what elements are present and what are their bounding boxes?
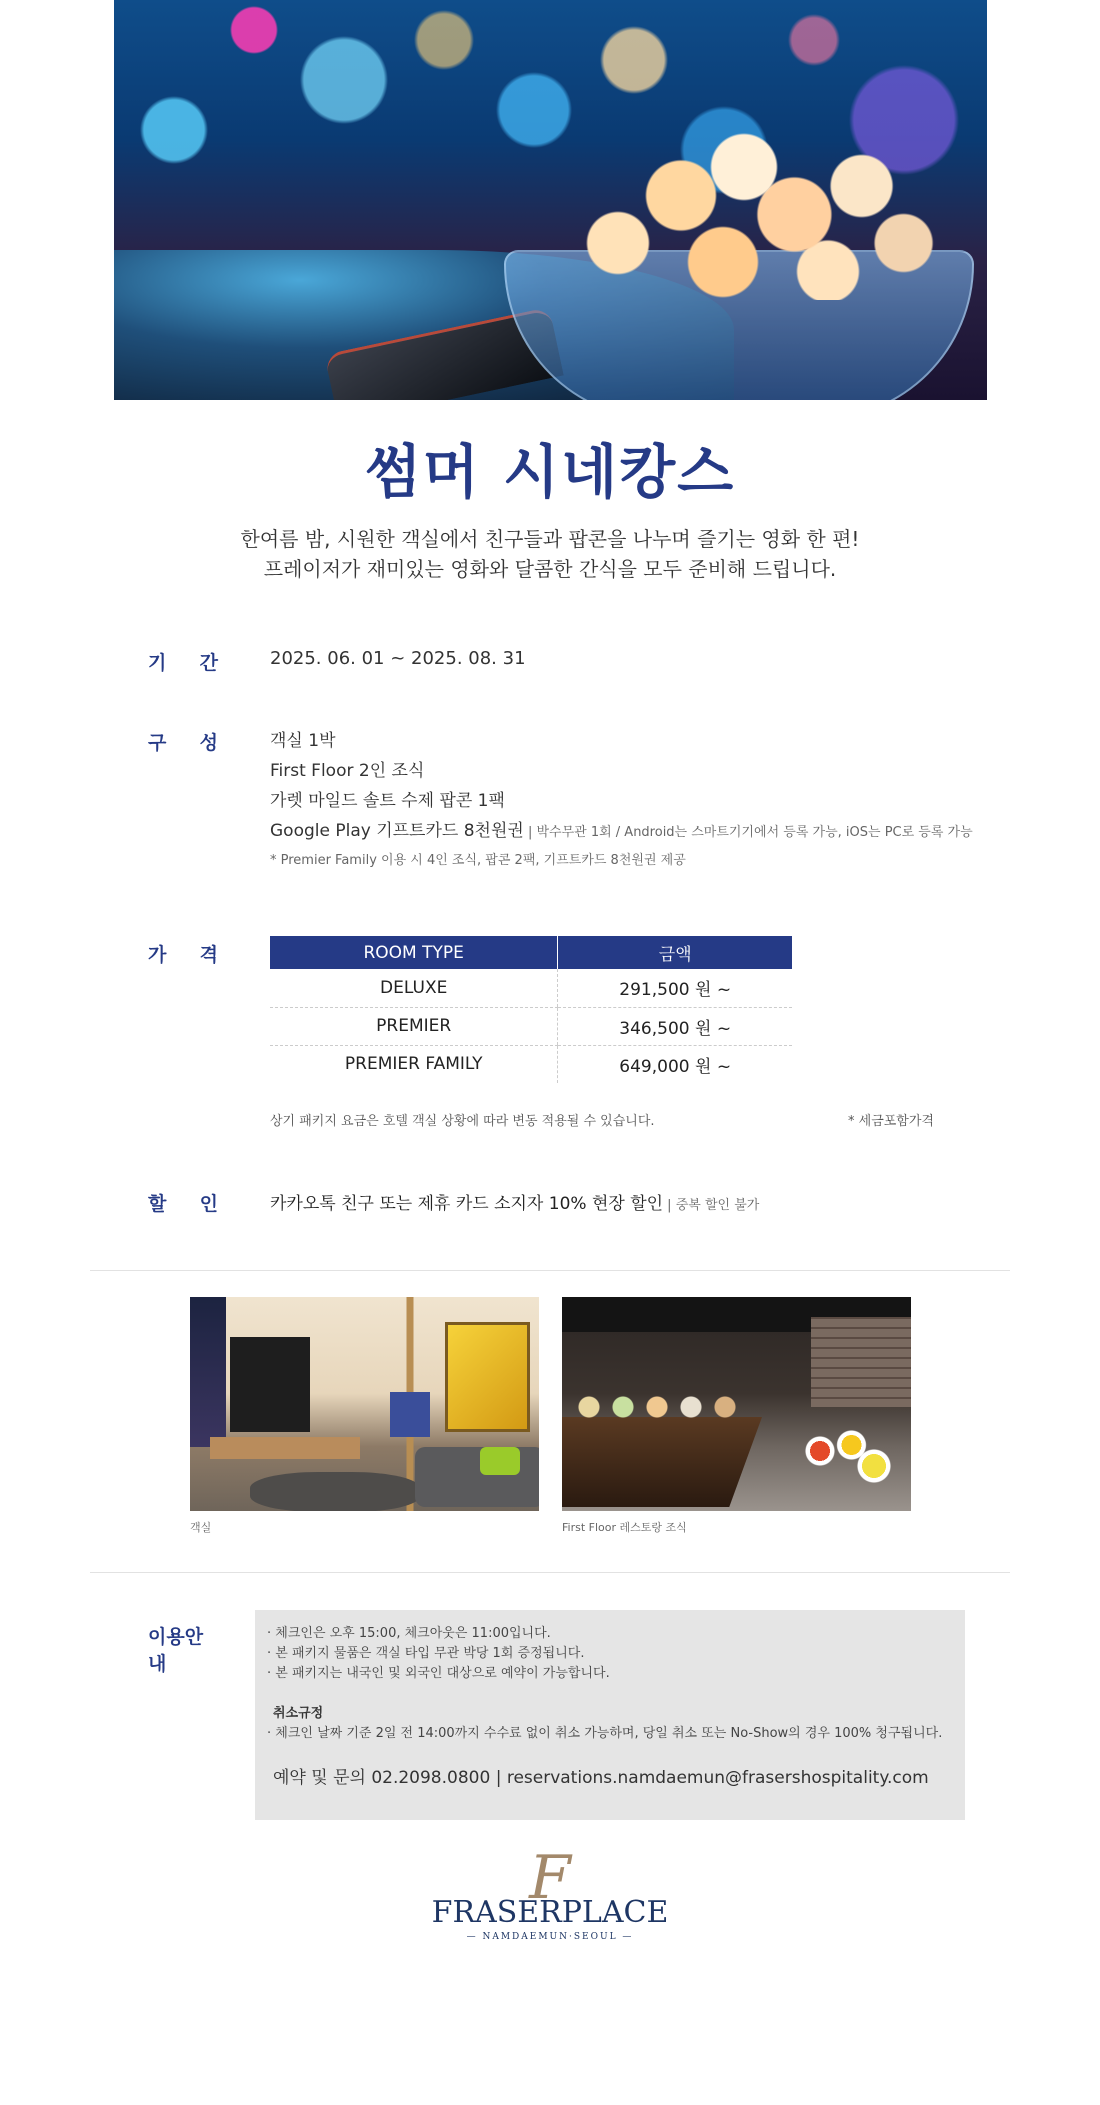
price-table — [270, 936, 792, 1083]
contact-info: 예약 및 문의 02.2098.0800 | reservations.namdaemun@frasershospitality.com — [273, 1768, 929, 1788]
buffet-photo — [562, 1297, 911, 1511]
fraser-place-logo — [0, 1843, 1100, 1942]
composition-label: 구 성 — [148, 732, 218, 754]
composition-item: 가렛 마일드 솔트 수제 팝콘 1팩 — [270, 791, 505, 811]
header-room-type: ROOM TYPE — [270, 936, 558, 969]
guide-line: · 본 패키지는 내국인 및 외국인 대상으로 예약이 가능합니다. — [267, 1666, 610, 1681]
room-tv — [230, 1337, 310, 1432]
amount-cell: 291,500 원 ~ — [558, 969, 792, 1007]
guide-label: 이용안내 — [148, 1626, 204, 1675]
price-label: 가 격 — [148, 944, 218, 966]
divider — [90, 1270, 1010, 1271]
guide-line: · 본 패키지 물품은 객실 타입 무관 박당 1회 증정됩니다. — [267, 1646, 585, 1661]
discount-label: 할 인 — [148, 1193, 218, 1215]
room-type-cell: PREMIER — [270, 1007, 558, 1045]
price-note: 상기 패키지 요금은 호텔 객실 상황에 따라 변동 적용될 수 있습니다. — [270, 1114, 655, 1129]
hero-popcorn — [534, 110, 954, 300]
buffet-photo-caption: First Floor 레스토랑 조식 — [562, 1521, 687, 1534]
guide-line: · 체크인은 오후 15:00, 체크아웃은 11:00입니다. — [267, 1626, 551, 1641]
room-sofa — [415, 1447, 539, 1507]
buffet-brick-wall — [811, 1317, 911, 1407]
period-label: 기 간 — [148, 652, 218, 674]
room-type-cell: PREMIER FAMILY — [344, 1054, 483, 1075]
composition-list — [270, 726, 990, 876]
period-value: 2025. 06. 01 ~ 2025. 08. 31 — [270, 648, 526, 669]
room-rug — [250, 1472, 420, 1511]
logo-name: FRASERPLACE — [431, 1895, 669, 1930]
intro-line-2: 프레이저가 재미있는 영화와 달콤한 간식을 모두 준비해 드립니다. — [263, 557, 837, 581]
cancel-policy-title: 취소규정 — [273, 1706, 324, 1721]
amount-cell: 649,000 원 ~ — [558, 1045, 792, 1083]
buffet-food — [572, 1392, 742, 1422]
amount-cell: 346,500 원 ~ — [558, 1007, 792, 1045]
divider — [90, 1572, 1010, 1573]
composition-item: 객실 1박 — [270, 731, 336, 751]
tax-note: * 세금포함가격 — [848, 1114, 934, 1129]
composition-item: First Floor 2인 조식 — [270, 761, 425, 781]
logo-mark: F — [529, 1843, 571, 1913]
guide-box — [255, 1610, 965, 1820]
table-row — [270, 969, 792, 1007]
composition-note: * Premier Family 이용 시 4인 조식, 팝콘 2팩, 기프트카드 8천원권 제공 — [270, 853, 686, 868]
header-amount: 금액 — [558, 936, 792, 969]
intro-text — [0, 524, 1100, 584]
room-photo — [190, 1297, 539, 1511]
room-window — [190, 1297, 226, 1447]
room-bed — [390, 1392, 430, 1437]
hero-image — [114, 0, 987, 400]
giftcard-main: Google Play 기프트카드 8천원권 — [270, 821, 524, 841]
room-type-cell: DELUXE — [270, 969, 558, 1007]
table-row — [270, 1045, 792, 1083]
composition-giftcard — [270, 816, 990, 846]
room-pillow — [480, 1447, 520, 1475]
page-title: 썸머 시네캉스 — [364, 438, 736, 506]
discount-sub: | 중복 할인 불가 — [663, 1198, 760, 1213]
giftcard-sub: | 박수무관 1회 / Android는 스마트기기에서 등록 가능, iOS는 PC로 등록 가능 — [523, 825, 973, 840]
cancel-policy-text: · 체크인 날짜 기준 2일 전 14:00까지 수수료 없이 취소 가능하며, 당일 취소 또는 No-Show의 경우 100% 청구됩니다. — [267, 1726, 943, 1741]
discount-text — [270, 1189, 759, 1214]
price-header-row — [270, 936, 792, 969]
discount-main: 카카오톡 친구 또는 제휴 카드 소지자 10% 현장 할인 — [270, 1194, 664, 1214]
buffet-plates — [802, 1427, 892, 1487]
logo-location: — NAMDAEMUN·SEOUL — — [466, 1932, 634, 1942]
room-tv-stand — [210, 1437, 360, 1459]
table-row — [270, 1007, 792, 1045]
room-artwork — [445, 1322, 530, 1432]
buffet-counter — [562, 1417, 762, 1507]
intro-line-1: 한여름 밤, 시원한 객실에서 친구들과 팝콘을 나누며 즐기는 영화 한 편! — [240, 527, 860, 551]
room-photo-caption: 객실 — [190, 1521, 212, 1534]
